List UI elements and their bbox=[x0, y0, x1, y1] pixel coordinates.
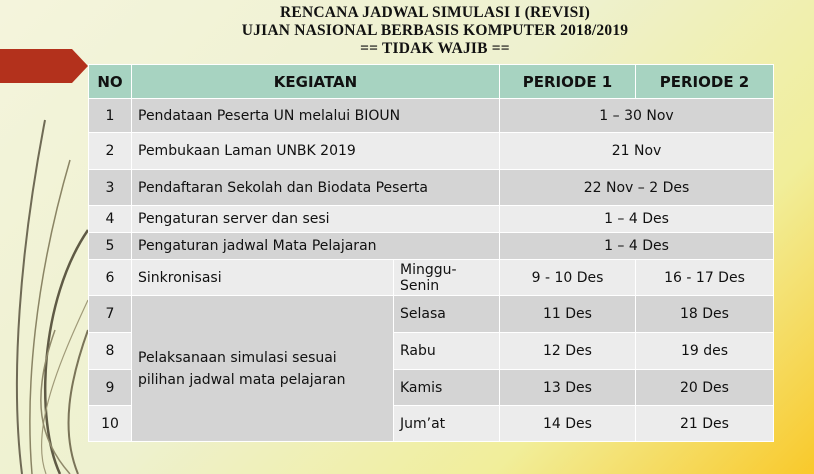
table-row bbox=[89, 133, 774, 170]
row-no: 1 bbox=[89, 99, 132, 133]
row-no: 9 bbox=[89, 370, 132, 406]
row-kegiatan: Sinkronisasi bbox=[132, 260, 394, 296]
table-row bbox=[89, 170, 774, 206]
row-periode: 1 – 30 Nov bbox=[500, 99, 774, 133]
row-hari: Selasa bbox=[394, 296, 500, 333]
table-row bbox=[89, 296, 774, 333]
pelaksanaan-line-2: pilihan jadwal mata pelajaran bbox=[138, 371, 346, 388]
table-header-row bbox=[89, 65, 774, 99]
row-periode: 21 Nov bbox=[500, 133, 774, 170]
row-periode-2: 18 Des bbox=[636, 296, 774, 333]
row-hari: Jum’at bbox=[394, 406, 500, 442]
row-kegiatan: Pengaturan jadwal Mata Pelajaran bbox=[132, 233, 500, 260]
header-periode-1: PERIODE 1 bbox=[500, 65, 636, 99]
row-periode-1: 12 Des bbox=[500, 333, 636, 370]
row-no: 4 bbox=[89, 206, 132, 233]
title-line-2: UJIAN NASIONAL BERBASIS KOMPUTER 2018/2019 bbox=[241, 22, 629, 39]
row-kegiatan: Pembukaan Laman UNBK 2019 bbox=[132, 133, 500, 170]
row-kegiatan: Pendaftaran Sekolah dan Biodata Peserta bbox=[132, 170, 500, 206]
title-line-3: == TIDAK WAJIB == bbox=[360, 40, 510, 57]
table-row bbox=[89, 233, 774, 260]
row-kegiatan: Pendataan Peserta UN melalui BIOUN bbox=[132, 99, 500, 133]
row-periode-2: 16 - 17 Des bbox=[636, 260, 774, 296]
table-row bbox=[89, 260, 774, 296]
row-periode: 22 Nov – 2 Des bbox=[500, 170, 774, 206]
row-periode: 1 – 4 Des bbox=[500, 233, 774, 260]
pelaksanaan-cell bbox=[132, 296, 394, 442]
row-hari: Minggu-Senin bbox=[394, 260, 500, 296]
row-no: 5 bbox=[89, 233, 132, 260]
row-no: 6 bbox=[89, 260, 132, 296]
row-periode: 1 – 4 Des bbox=[500, 206, 774, 233]
row-periode-2: 20 Des bbox=[636, 370, 774, 406]
row-periode-2: 19 des bbox=[636, 333, 774, 370]
title-line-1: RENCANA JADWAL SIMULASI I (REVISI) bbox=[280, 4, 590, 21]
header-no: NO bbox=[89, 65, 132, 99]
row-no: 2 bbox=[89, 133, 132, 170]
table-row bbox=[89, 206, 774, 233]
row-hari: Kamis bbox=[394, 370, 500, 406]
row-no: 3 bbox=[89, 170, 132, 206]
document-title bbox=[0, 4, 814, 58]
header-periode-2: PERIODE 2 bbox=[636, 65, 774, 99]
row-kegiatan: Pengaturan server dan sesi bbox=[132, 206, 500, 233]
row-no: 10 bbox=[89, 406, 132, 442]
header-kegiatan: KEGIATAN bbox=[132, 65, 500, 99]
table-row bbox=[89, 99, 774, 133]
row-periode-1: 14 Des bbox=[500, 406, 636, 442]
row-periode-1: 13 Des bbox=[500, 370, 636, 406]
pelaksanaan-line-1: Pelaksanaan simulasi sesuai bbox=[138, 349, 337, 366]
schedule-table bbox=[88, 64, 774, 442]
row-periode-2: 21 Des bbox=[636, 406, 774, 442]
row-hari: Rabu bbox=[394, 333, 500, 370]
row-periode-1: 11 Des bbox=[500, 296, 636, 333]
row-no: 7 bbox=[89, 296, 132, 333]
row-no: 8 bbox=[89, 333, 132, 370]
row-periode-1: 9 - 10 Des bbox=[500, 260, 636, 296]
